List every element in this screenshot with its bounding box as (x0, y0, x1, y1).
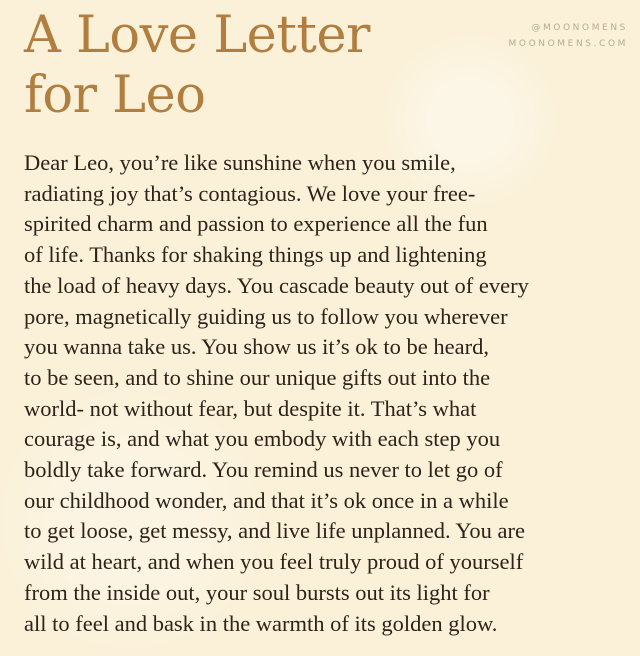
letter-line: to be seen, and to shine our unique gifts out into the (24, 364, 491, 390)
title-line-1: A Love Letter (24, 6, 370, 65)
title-line-2: for Leo (24, 66, 206, 125)
letter-body (24, 148, 624, 639)
letter-line: you wanna take us. You show us it’s ok to be heard, (24, 334, 489, 360)
letter-line: from the inside out, your soul bursts out its light for (24, 579, 490, 605)
letter-line: world- not without fear, but despite it. That’s what (24, 395, 477, 421)
brand-watermark (509, 20, 628, 52)
letter-line: all to feel and bask in the warmth of its golden glow. (24, 610, 498, 636)
brand-handle: @MOONOMENS (531, 23, 628, 33)
letter-line: the load of heavy days. You cascade beauty out of every (24, 272, 529, 298)
letter-line: to get loose, get messy, and live life unplanned. You are (24, 518, 525, 544)
letter-line: wild at heart, and when you feel truly proud of yourself (24, 549, 524, 575)
letter-line: boldly take forward. You remind us never to let go of (24, 457, 503, 483)
letter-line: courage is, and what you embody with each step you (24, 426, 501, 452)
brand-site: MOONOMENS.COM (508, 39, 628, 49)
letter-line: radiating joy that’s contagious. We love your free- (24, 180, 476, 206)
letter-line: our childhood wonder, and that it’s ok once in a while (24, 487, 509, 513)
letter-line: of life. Thanks for shaking things up and lightening (24, 242, 487, 268)
letter-line: pore, magnetically guiding us to follow you wherever (24, 303, 508, 329)
letter-line: spirited charm and passion to experience all the fun (24, 211, 488, 237)
page-title (24, 6, 464, 126)
letter-line: Dear Leo, you’re like sunshine when you smile, (24, 150, 456, 175)
